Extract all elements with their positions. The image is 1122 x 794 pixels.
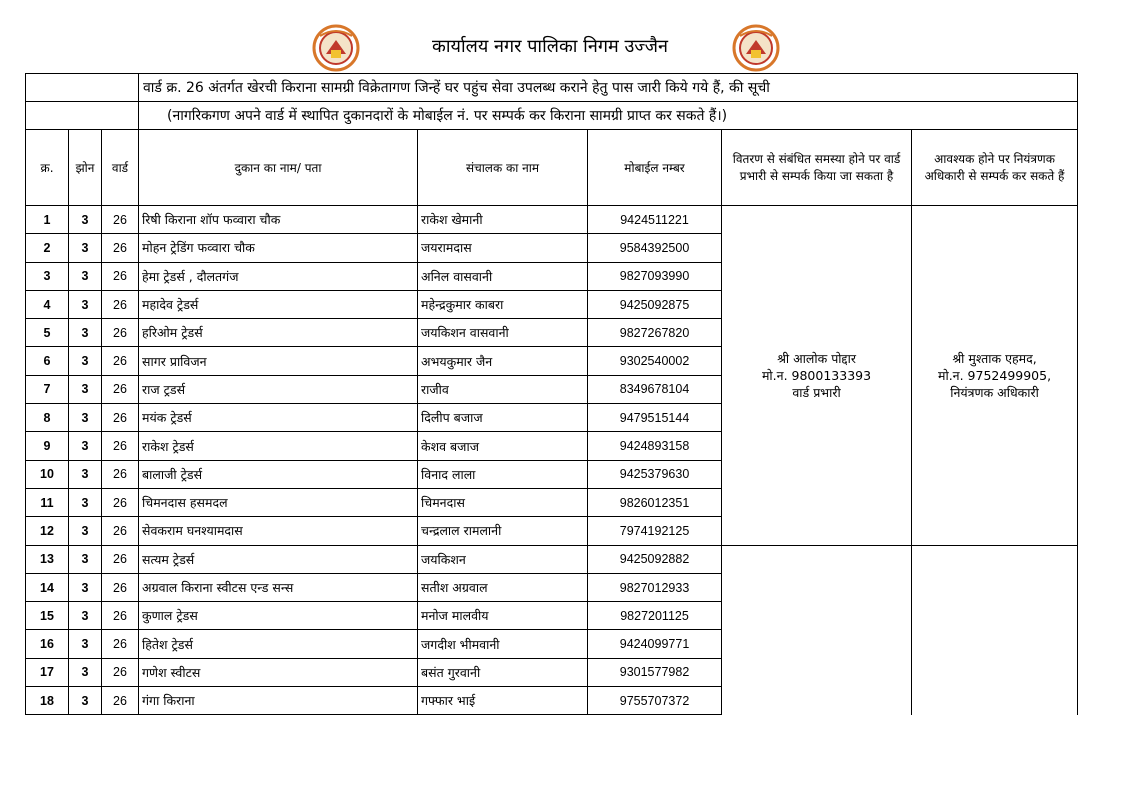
row-sno: 14 bbox=[26, 573, 69, 601]
row-ward: 26 bbox=[102, 319, 139, 347]
row-shop-name: चिमनदास हसमदल bbox=[139, 488, 418, 516]
row-owner-name: अभयकुमार जैन bbox=[418, 347, 588, 375]
row-owner-name: विनाद लाला bbox=[418, 460, 588, 488]
row-owner-name: जगदीश भीमवानी bbox=[418, 630, 588, 658]
row-zone: 3 bbox=[69, 602, 102, 630]
row-mobile-number: 9424099771 bbox=[588, 630, 722, 658]
row-sno: 6 bbox=[26, 347, 69, 375]
row-owner-name: गफ्फार भाई bbox=[418, 687, 588, 715]
row-ward: 26 bbox=[102, 630, 139, 658]
row-owner-name: दिलीप बजाज bbox=[418, 404, 588, 432]
row-mobile-number: 9827093990 bbox=[588, 262, 722, 290]
notice-row-1 bbox=[26, 74, 1078, 102]
row-shop-name: महादेव ट्रेडर्स bbox=[139, 290, 418, 318]
row-ward: 26 bbox=[102, 460, 139, 488]
row-mobile-number: 9584392500 bbox=[588, 234, 722, 262]
row-zone: 3 bbox=[69, 517, 102, 545]
row-mobile-number: 9302540002 bbox=[588, 347, 722, 375]
row-owner-name: बसंत गुरवानी bbox=[418, 658, 588, 686]
row-zone: 3 bbox=[69, 262, 102, 290]
table-row bbox=[26, 206, 1078, 234]
row-zone: 3 bbox=[69, 347, 102, 375]
row-shop-name: मोहन ट्रेडिंग फव्वारा चौक bbox=[139, 234, 418, 262]
column-header-ward-incharge: वितरण से संबंधित समस्या होने पर वार्ड प्रभारी से सम्पर्क किया जा सकता है bbox=[722, 130, 912, 206]
row-owner-name: राकेश खेमानी bbox=[418, 206, 588, 234]
row-zone: 3 bbox=[69, 658, 102, 686]
row-zone: 3 bbox=[69, 404, 102, 432]
row-owner-name: महेन्द्रकुमार काबरा bbox=[418, 290, 588, 318]
row-mobile-number: 9479515144 bbox=[588, 404, 722, 432]
row-sno: 7 bbox=[26, 375, 69, 403]
row-ward: 26 bbox=[102, 488, 139, 516]
row-owner-name: अनिल वासवानी bbox=[418, 262, 588, 290]
row-sno: 12 bbox=[26, 517, 69, 545]
row-ward: 26 bbox=[102, 517, 139, 545]
row-ward: 26 bbox=[102, 206, 139, 234]
row-mobile-number: 9425092882 bbox=[588, 545, 722, 573]
row-ward: 26 bbox=[102, 602, 139, 630]
row-ward: 26 bbox=[102, 687, 139, 715]
row-sno: 2 bbox=[26, 234, 69, 262]
row-sno: 16 bbox=[26, 630, 69, 658]
row-zone: 3 bbox=[69, 234, 102, 262]
row-zone: 3 bbox=[69, 290, 102, 318]
column-header-ward: वार्ड bbox=[102, 130, 139, 206]
row-shop-name: हरिओम ट्रेडर्स bbox=[139, 319, 418, 347]
row-shop-name: सत्यम ट्रेडर्स bbox=[139, 545, 418, 573]
row-zone: 3 bbox=[69, 630, 102, 658]
row-shop-name: राकेश ट्रेडर्स bbox=[139, 432, 418, 460]
row-zone: 3 bbox=[69, 573, 102, 601]
column-header-owner: संचालक का नाम bbox=[418, 130, 588, 206]
column-header-shop: दुकान का नाम/ पता bbox=[139, 130, 418, 206]
row-ward: 26 bbox=[102, 347, 139, 375]
row-mobile-number: 7974192125 bbox=[588, 517, 722, 545]
row-shop-name: हेमा ट्रेडर्स , दौलतगंज bbox=[139, 262, 418, 290]
row-owner-name: जयरामदास bbox=[418, 234, 588, 262]
ward-incharge-contact bbox=[722, 206, 912, 546]
row-sno: 9 bbox=[26, 432, 69, 460]
grocery-vendor-table bbox=[25, 73, 1078, 715]
notice-row-2 bbox=[26, 102, 1078, 130]
row-ward: 26 bbox=[102, 234, 139, 262]
row-mobile-number: 9827267820 bbox=[588, 319, 722, 347]
column-header-sno: क्र. bbox=[26, 130, 69, 206]
row-sno: 1 bbox=[26, 206, 69, 234]
row-mobile-number: 9827201125 bbox=[588, 602, 722, 630]
row-owner-name: सतीश अग्रवाल bbox=[418, 573, 588, 601]
row-zone: 3 bbox=[69, 206, 102, 234]
row-sno: 11 bbox=[26, 488, 69, 516]
table-body bbox=[26, 206, 1078, 715]
row-shop-name: सागर प्राविजन bbox=[139, 347, 418, 375]
row-sno: 3 bbox=[26, 262, 69, 290]
office-title: कार्यालय नगर पालिका निगम उज्जैन bbox=[432, 36, 668, 57]
row-ward: 26 bbox=[102, 432, 139, 460]
row-shop-name: बालाजी ट्रेडर्स bbox=[139, 460, 418, 488]
row-sno: 4 bbox=[26, 290, 69, 318]
column-header-mobile: मोबाईल नम्बर bbox=[588, 130, 722, 206]
row-owner-name: जयकिशन वासवानी bbox=[418, 319, 588, 347]
row-sno: 10 bbox=[26, 460, 69, 488]
row-sno: 13 bbox=[26, 545, 69, 573]
row-shop-name: अग्रवाल किराना स्वीटस एन्ड सन्स bbox=[139, 573, 418, 601]
row-owner-name: चन्द्रलाल रामलानी bbox=[418, 517, 588, 545]
row-owner-name: जयकिशन bbox=[418, 545, 588, 573]
row-mobile-number: 9301577982 bbox=[588, 658, 722, 686]
table-header-row bbox=[26, 130, 1078, 206]
row-shop-name: रिषी किराना शॉप फव्वारा चौक bbox=[139, 206, 418, 234]
municipal-emblem-icon bbox=[312, 24, 360, 72]
row-owner-name: चिमनदास bbox=[418, 488, 588, 516]
row-zone: 3 bbox=[69, 375, 102, 403]
row-zone: 3 bbox=[69, 319, 102, 347]
row-ward: 26 bbox=[102, 262, 139, 290]
row-mobile-number: 9425379630 bbox=[588, 460, 722, 488]
row-zone: 3 bbox=[69, 488, 102, 516]
controller-name: श्री मुश्ताक एहमद, bbox=[952, 350, 1037, 366]
row-mobile-number: 9424511221 bbox=[588, 206, 722, 234]
row-ward: 26 bbox=[102, 375, 139, 403]
row-sno: 18 bbox=[26, 687, 69, 715]
row-sno: 17 bbox=[26, 658, 69, 686]
column-header-controller: आवश्यक होने पर नियंत्रणक अधिकारी से सम्पर्क कर सकते हैं bbox=[912, 130, 1078, 206]
ward-incharge-name: श्री आलोक पोद्दार bbox=[777, 350, 856, 366]
row-ward: 26 bbox=[102, 573, 139, 601]
row-shop-name: गंगा किराना bbox=[139, 687, 418, 715]
row-zone: 3 bbox=[69, 687, 102, 715]
notice-line-1: वार्ड क्र. 26 अंतर्गत खेरची किराना सामग्री विक्रेतागण जिन्हें घर पहुंच सेवा उपलब्ध कराने हेतु पास जारी किये गये हैं, की सूची bbox=[139, 74, 1078, 102]
row-sno: 5 bbox=[26, 319, 69, 347]
table-row bbox=[26, 545, 1078, 573]
row-zone: 3 bbox=[69, 432, 102, 460]
row-mobile-number: 9424893158 bbox=[588, 432, 722, 460]
row-mobile-number: 9755707372 bbox=[588, 687, 722, 715]
row-owner-name: मनोज मालवीय bbox=[418, 602, 588, 630]
ward-incharge-role: वार्ड प्रभारी bbox=[792, 384, 841, 400]
column-header-zone: झोन bbox=[69, 130, 102, 206]
row-zone: 3 bbox=[69, 545, 102, 573]
controller-role: नियंत्रणक अधिकारी bbox=[950, 384, 1039, 400]
controller-mobile: मो.न. 9752499905, bbox=[937, 367, 1052, 383]
notice-line-2: (नागरिकगण अपने वार्ड में स्थापित दुकानदारों के मोबाईल नं. पर सम्पर्क कर किराना सामग्री प्राप्त कर सकते हैं।) bbox=[139, 102, 1078, 130]
row-shop-name: सेवकराम घनश्यामदास bbox=[139, 517, 418, 545]
row-mobile-number: 9425092875 bbox=[588, 290, 722, 318]
ward-incharge-contact-empty bbox=[722, 545, 912, 715]
row-zone: 3 bbox=[69, 460, 102, 488]
row-owner-name: राजीव bbox=[418, 375, 588, 403]
controller-contact bbox=[912, 206, 1078, 546]
row-ward: 26 bbox=[102, 404, 139, 432]
row-mobile-number: 8349678104 bbox=[588, 375, 722, 403]
controller-contact-empty bbox=[912, 545, 1078, 715]
row-ward: 26 bbox=[102, 658, 139, 686]
row-sno: 15 bbox=[26, 602, 69, 630]
row-shop-name: मयंक ट्रेडर्स bbox=[139, 404, 418, 432]
row-shop-name: गणेश स्वीटस bbox=[139, 658, 418, 686]
row-shop-name: हितेश ट्रेडर्स bbox=[139, 630, 418, 658]
row-mobile-number: 9827012933 bbox=[588, 573, 722, 601]
row-ward: 26 bbox=[102, 545, 139, 573]
municipal-emblem-icon bbox=[732, 24, 780, 72]
row-ward: 26 bbox=[102, 290, 139, 318]
document-header bbox=[0, 22, 1122, 72]
row-shop-name: कुणाल ट्रेडस bbox=[139, 602, 418, 630]
ward-incharge-mobile: मो.न. 9800133393 bbox=[761, 367, 872, 383]
row-owner-name: केशव बजाज bbox=[418, 432, 588, 460]
row-sno: 8 bbox=[26, 404, 69, 432]
row-mobile-number: 9826012351 bbox=[588, 488, 722, 516]
row-shop-name: राज ट्रडर्स bbox=[139, 375, 418, 403]
